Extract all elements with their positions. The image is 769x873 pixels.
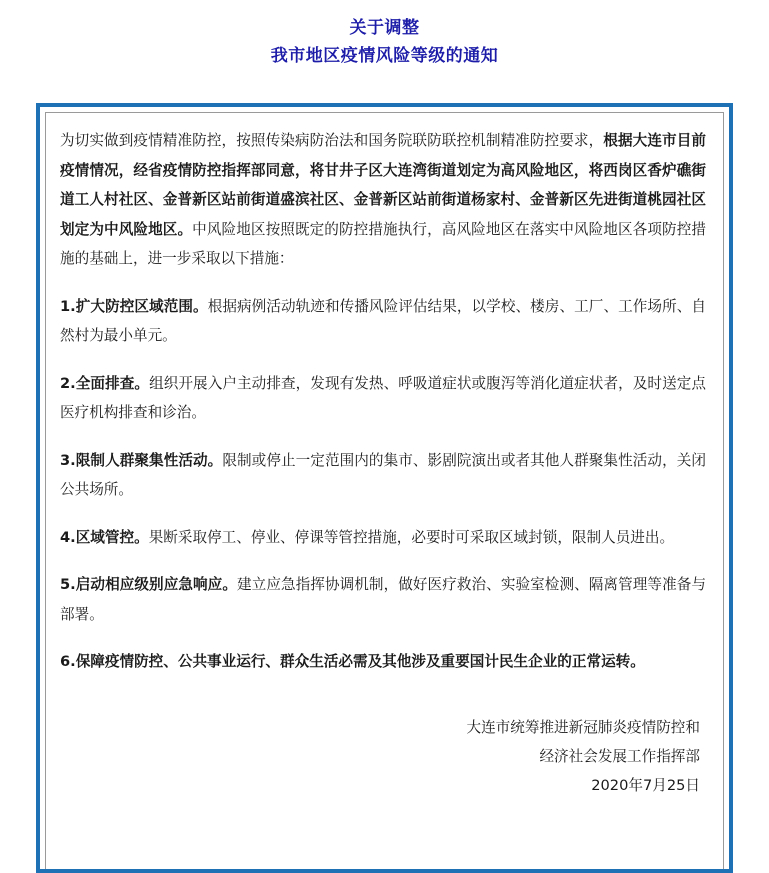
measure-item-6 [60, 647, 706, 677]
measure-4-number: 4. [60, 528, 76, 546]
measure-4-heading: 区域管控。 [75, 528, 149, 546]
measure-3-number: 3. [60, 451, 76, 469]
measure-item-3 [60, 446, 706, 505]
measure-item-2 [60, 369, 706, 428]
measure-3-body: 限制或停止一定范围内的集市、影剧院演出或者其他人群聚集性活动，关闭公共场所。 [60, 451, 706, 498]
measure-2-body: 组织开展入户主动排查，发现有发热、呼吸道症状或腹泻等消化道症状者，及时送定点医疗机构排查和诊治。 [60, 374, 706, 421]
intro-part-regular-1: 为切实做到疫情精准防控，按照传染病防治法和国务院联防联控机制精准防控要求， [60, 132, 604, 149]
intro-paragraph [60, 126, 706, 274]
measure-5-number: 5. [60, 576, 76, 593]
measure-5-heading: 启动相应级别应急响应。 [75, 576, 237, 593]
measure-5-body: 建立应急指挥协调机制，做好医疗救治、实验室检测、隔离管理等准备与部署。 [60, 576, 706, 623]
measure-1-heading: 扩大防控区域范围。 [75, 297, 208, 315]
measure-6-number: 6. [60, 653, 76, 670]
notice-outer-border [36, 103, 733, 873]
measure-1-number: 1. [60, 297, 76, 315]
measure-item-5 [60, 570, 706, 629]
measure-4-body: 果断采取停工、停业、停课等管控措施，必要时可采取区域封锁，限制人员进出。 [148, 528, 675, 546]
notice-body [60, 126, 706, 800]
page-title-line-2: 我市地区疫情风险等级的通知 [270, 46, 499, 66]
page-title-line-1: 关于调整 [349, 18, 420, 38]
measure-1-body: 根据病例活动轨迹和传播风险评估结果，以学校、楼房、工厂、工作场所、自然村为最小单元。 [60, 297, 706, 344]
page-title [0, 0, 769, 70]
measure-6-heading: 保障疫情防控、公共事业运行、群众生活必需及其他涉及重要国计民生企业的正常运转。 [75, 653, 645, 670]
measure-item-1 [60, 292, 706, 351]
signature-line-2: 经济社会发展工作指挥部 [539, 747, 700, 765]
signature-date: 2020年7月25日 [591, 776, 700, 794]
measure-2-number: 2. [60, 374, 76, 392]
intro-part-regular-2: 中风险地区按照既定的防控措施执行，高风险地区在落实中风险地区各项防控措施的基础上，进一步采取以下措施： [60, 220, 706, 267]
notice-inner-border [45, 112, 724, 869]
measure-item-4 [60, 523, 706, 553]
signature-block [60, 713, 706, 800]
intro-part-bold: 根据大连市目前疫情情况，经省疫情防控指挥部同意，将甘井子区大连湾街道划定为高风险地区，将西岗区香炉礁街道工人村社区、金普新区站前街道盛滨社区、金普新区站前街道杨家村、金普新区先进街道桃园社区划定为中风险地区。 [60, 132, 706, 238]
measure-3-heading: 限制人群聚集性活动。 [75, 451, 223, 469]
signature-line-1: 大连市统筹推进新冠肺炎疫情防控和 [466, 718, 700, 736]
measure-2-heading: 全面排查。 [75, 374, 150, 392]
